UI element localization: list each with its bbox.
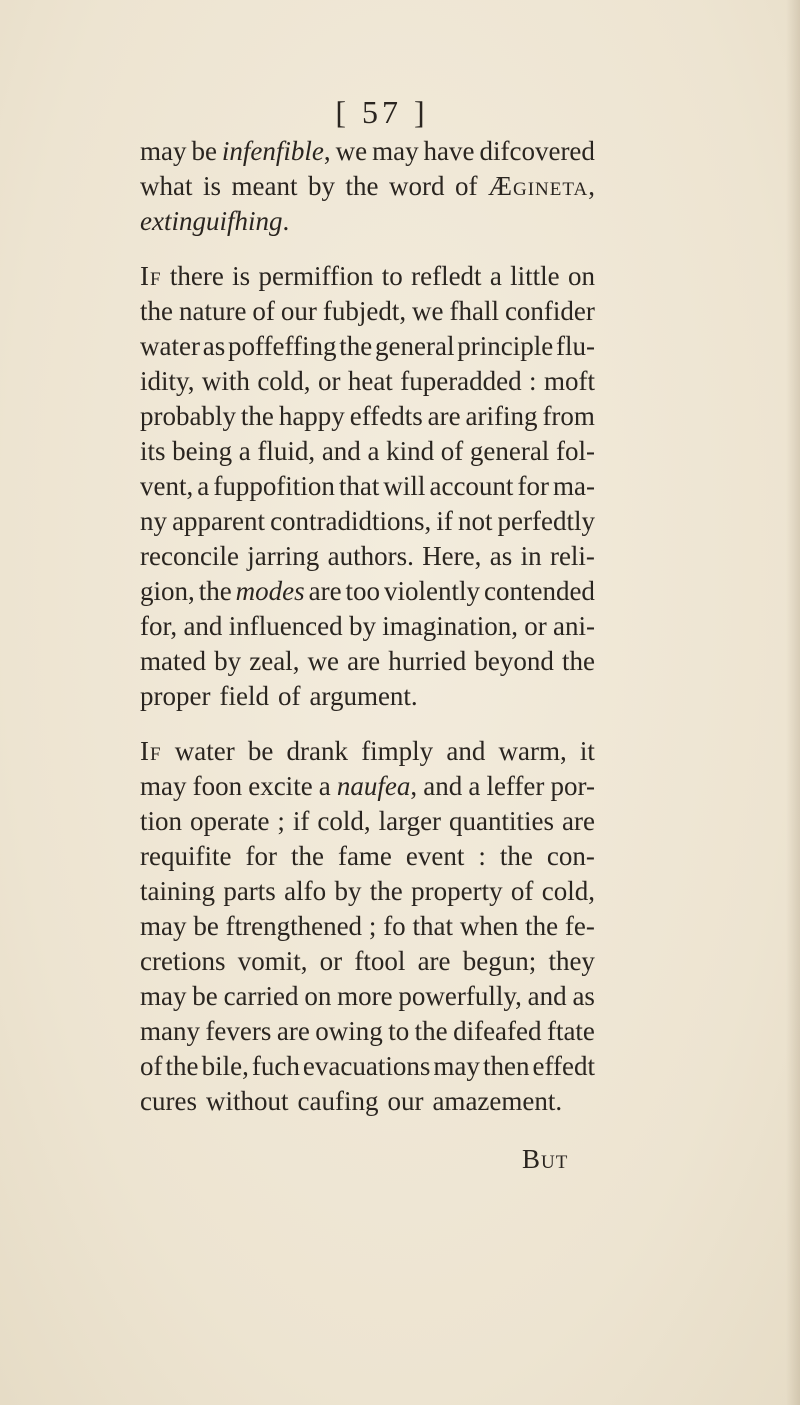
paragraph bbox=[140, 734, 595, 1119]
paragraph-gap bbox=[140, 239, 595, 259]
text-line: the nature of our fubjedt, we fhall confider bbox=[140, 296, 595, 326]
text-line: If there is permiffion to refledt a little on bbox=[140, 261, 595, 291]
page-edge-shadow bbox=[786, 0, 800, 1405]
page-number: [ 57 ] bbox=[335, 94, 429, 130]
text-line: gion, the modes are too violently contended bbox=[140, 576, 595, 606]
text-line: water as poffeffing the general principle flu- bbox=[140, 331, 595, 361]
text-line: for, and influenced by imagination, or ani- bbox=[140, 611, 595, 641]
text-line: tion operate ; if cold, larger quantities are bbox=[140, 806, 595, 836]
text-line: requifite for the fame event : the con- bbox=[140, 841, 595, 871]
text-line: vent, a fuppofition that will account for ma- bbox=[140, 471, 595, 501]
text-line: idity, with cold, or heat fuperadded : moft bbox=[140, 366, 595, 396]
text-line: probably the happy effedts are arifing from bbox=[140, 401, 595, 431]
text-line: may be carried on more powerfully, and as bbox=[140, 981, 595, 1011]
paragraph-gap bbox=[140, 714, 595, 734]
catchword: But bbox=[522, 1144, 569, 1174]
paragraph bbox=[140, 259, 595, 714]
text-line: taining parts alfo by the property of cold, bbox=[140, 876, 595, 906]
text-line: mated by zeal, we are hurried beyond the bbox=[140, 646, 595, 676]
text-line: of the bile, fuch evacuations may then effedt bbox=[140, 1051, 595, 1081]
text-line: If water be drank fimply and warm, it bbox=[140, 736, 595, 766]
text-line: ny apparent contradidtions, if not perfedtly bbox=[140, 506, 595, 536]
text-line: extinguifhing. bbox=[140, 206, 290, 236]
text-line: may be infenfible, we may have difcovered bbox=[140, 136, 595, 166]
text-line: may be ftrengthened ; fo that when the fe- bbox=[140, 911, 595, 941]
body-text bbox=[140, 134, 595, 1119]
text-line: what is meant by the word of Ægineta, bbox=[140, 171, 595, 201]
text-line: its being a fluid, and a kind of general fol- bbox=[140, 436, 595, 466]
text-line: reconcile jarring authors. Here, as in reli- bbox=[140, 541, 595, 571]
text-line: cretions vomit, or ftool are begun; they bbox=[140, 946, 595, 976]
text-line: may foon excite a naufea, and a leffer por- bbox=[140, 771, 595, 801]
paragraph bbox=[140, 134, 595, 239]
text-line: proper field of argument. bbox=[140, 681, 418, 711]
text-line: many fevers are owing to the difeafed ftate bbox=[140, 1016, 595, 1046]
text-line: cures without caufing our amazement. bbox=[140, 1086, 563, 1116]
